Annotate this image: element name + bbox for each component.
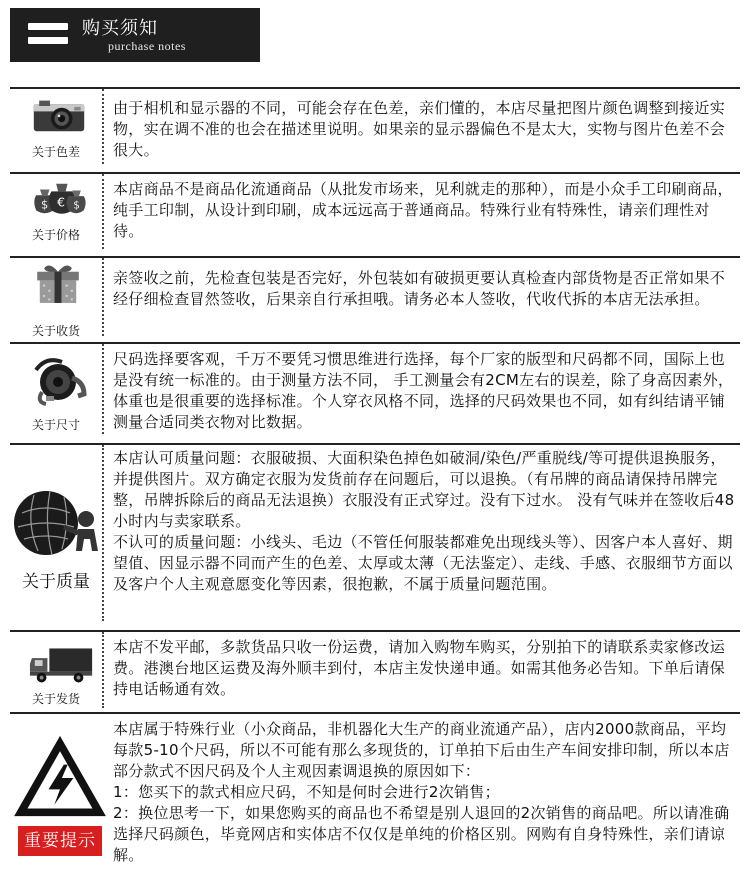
section-paragraph: 亲签收之前，先检查包装是否完好，外包装如有破损更要认真检查内部货物是否正常如果不经仔细检查冒然签收，后果亲自行承担哦。请务必本人签收，代收代拆的本店无法承担。 xyxy=(113,269,726,308)
purchase-notes-header xyxy=(10,8,260,62)
section-label: 关于色差 xyxy=(31,145,80,159)
menu-bars-icon xyxy=(28,20,68,50)
section-paragraph: 本店认可质量问题：衣服破损、大面积染色掉色如破洞/染色/严重脱线/等可提供退换服务，并提供图片。双方确定衣服为发货前存在问题后，可以退换。（有吊牌的商品请保持吊牌完整，吊牌拆除后的商品无法退换）衣服没有正式穿过。没有下过水。 没有气味并在签收后48小时内与卖家联系。 xyxy=(113,449,735,530)
section-quality xyxy=(10,443,740,621)
quality-globe-icon xyxy=(12,483,102,563)
section-paragraph: 本店属于特殊行业（小众商品，非机器化大生产的商业流通产品），店内2000款商品，平均每款5-10个尺码，所以不可能有那么多现货的，订单拍下后由生产车间安排印制，所以本店部分款式不因尺码及个人主观因素调退换的原因如下： xyxy=(113,720,730,780)
section-text xyxy=(113,179,737,242)
section-paragraph: 由于相机和显示器的不同，可能会存在色差，亲们懂的，本店尽量把图片颜色调整到接近实物，实在调不准的也会在描述里说明。如果亲的显示器偏色不是太大，实物与图片色差不会很大。 xyxy=(113,99,726,159)
section-text xyxy=(113,98,737,161)
section-icon-column xyxy=(10,344,104,434)
section-text xyxy=(113,448,737,595)
section-text xyxy=(113,637,737,700)
section-paragraph: 1：您买下的款式相应尺码，不知是何时会进行2次销售； xyxy=(113,783,500,801)
section-icon-column xyxy=(10,258,104,336)
section-label: 关于收货 xyxy=(31,324,80,338)
header-subtitle: purchase notes xyxy=(108,39,186,53)
gift-box-icon xyxy=(32,260,84,306)
section-paragraph: 不认可的质量问题：小线头、毛边（不管任何服装都难免出现线头等）、因客户本人喜好、期望值、因显示器不同而产生的色差、太厚或太薄（无法鉴定）、走线、手感、衣服细节方面以及客户个人主观意愿变化等因素，很抱歉，不属于质量问题范围。 xyxy=(113,533,733,593)
svg-text:€: € xyxy=(57,195,65,210)
section-color-difference xyxy=(10,87,740,164)
camera-icon xyxy=(30,97,88,133)
section-important-notice xyxy=(10,712,740,877)
money-bags-icon xyxy=(30,180,88,218)
section-icon-column xyxy=(10,632,104,708)
delivery-truck-icon xyxy=(28,644,96,684)
section-paragraph: 本店商品不是商品化流通商品（从批发市场来，见利就走的那种），而是小众手工印刷商品，纯手工印制，从设计到印刷，成本远远高于普通商品。特殊行业有特殊性，请亲们理性对待。 xyxy=(113,180,733,240)
section-size xyxy=(10,342,740,434)
svg-text:$: $ xyxy=(73,199,80,212)
section-icon-column xyxy=(10,89,104,164)
section-paragraph: 尺码选择要客观，千万不要凭习惯思维进行选择，每个厂家的版型和尺码都不同，国际上也是没有统一标准的。由于测量方法不同， 手工测量会有2CM左右的误差，除了身高因素外，体重也是很重要的选择标准。个人穿衣风格不同，选择的尺码效果也不同，如有纠结请平铺测量合适同类衣物对比数据。 xyxy=(113,350,734,431)
section-label: 关于价格 xyxy=(31,228,80,242)
section-label: 关于尺寸 xyxy=(31,418,80,432)
section-text xyxy=(113,268,737,310)
section-receiving xyxy=(10,256,740,336)
section-paragraph: 本店不发平邮，多款货品只收一份运费，请加入购物车购买，分别拍下的请联系卖家修改运费。港澳台地区运费及海外顺丰到付，本店主发快递申通。如需其他务必告知。下单后请保持电话畅通有效。 xyxy=(113,638,726,698)
section-icon-column xyxy=(10,445,104,621)
section-text xyxy=(113,349,737,433)
high-voltage-warning-icon xyxy=(12,734,108,820)
section-label: 关于发货 xyxy=(31,692,80,706)
section-shipping xyxy=(10,630,740,708)
section-label: 关于质量 xyxy=(22,572,90,592)
section-paragraph: 2：换位思考一下，如果您购买的商品也不希望是别人退回的2次销售的商品吧。所以请准确选择尺码颜色，毕竟网店和实体店不仅仅是单纯的价格区别。网购有自身特殊性，亲们请谅解。 xyxy=(113,804,730,864)
tape-measure-icon xyxy=(28,352,88,408)
section-icon-column xyxy=(10,174,104,249)
section-price xyxy=(10,172,740,249)
header-title: 购买须知 xyxy=(82,18,158,39)
svg-text:$: $ xyxy=(40,197,49,212)
section-text xyxy=(113,719,737,866)
important-notice-badge: 重要提示 xyxy=(18,826,102,856)
